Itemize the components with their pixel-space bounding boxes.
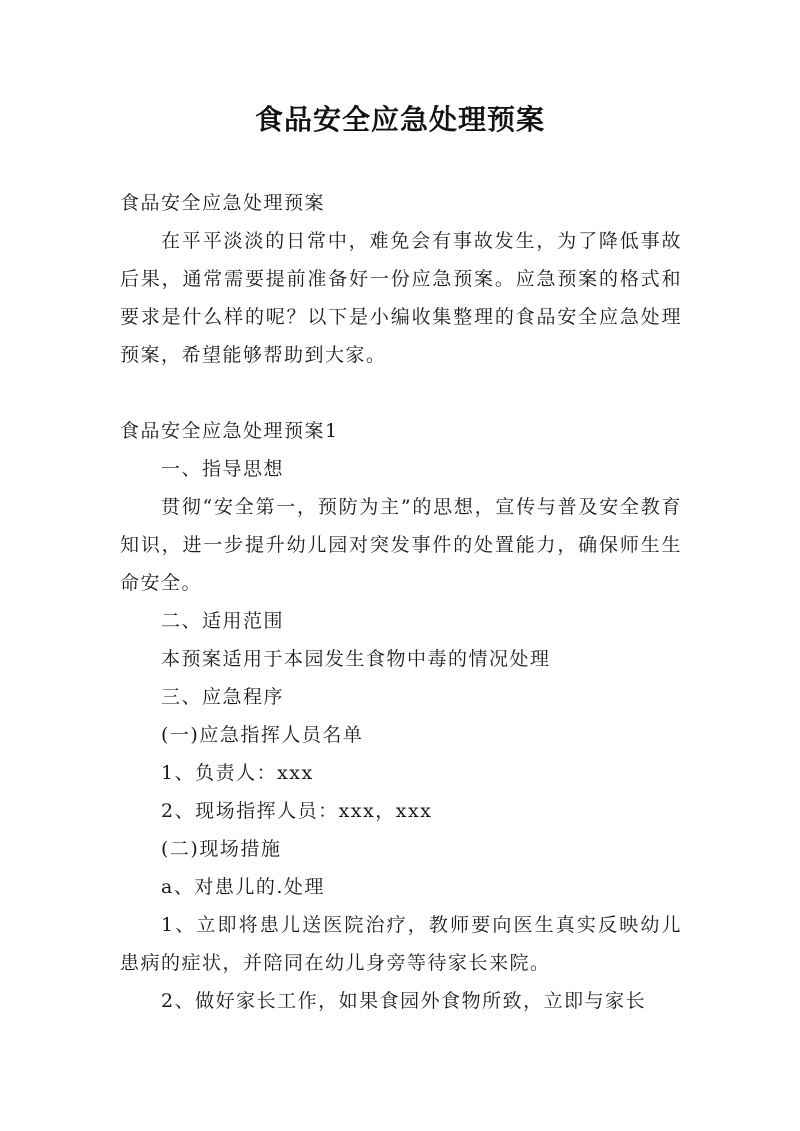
subheading-onsite-measures: (二)现场措施 xyxy=(161,838,282,860)
subheading-child-handling: a、对患儿的.处理 xyxy=(161,876,325,898)
document-body xyxy=(120,184,682,1020)
list-item-parents: 2、做好家长工作，如果食园外食物所致，立即与家长 xyxy=(161,990,647,1012)
heading-scope: 二、适用范围 xyxy=(161,610,285,632)
paragraph-guiding-principle: 贯彻“安全第一，预防为主”的思想，宣传与普及安全教育知识，进一步提升幼儿园对突发事件的处置能力，确保师生生命安全。 xyxy=(120,496,682,594)
document-title: 食品安全应急处理预案 xyxy=(254,103,545,136)
heading-emergency-procedure: 三、应急程序 xyxy=(161,686,285,708)
list-item-responsible-person: 1、负责人：xxx xyxy=(161,762,314,784)
intro-paragraph: 在平平淡淡的日常中，难免会有事故发生，为了降低事故后果，通常需要提前准备好一份应急预案。应急预案的格式和要求是什么样的呢？以下是小编收集整理的食品安全应急处理预案，希望能够帮助到大家。 xyxy=(120,230,682,366)
paragraph-scope: 本预案适用于本园发生食物中毒的情况处理 xyxy=(161,648,551,670)
heading-guiding-principle: 一、指导思想 xyxy=(161,458,285,480)
list-item-hospital: 1、立即将患儿送医院治疗，教师要向医生真实反映幼儿患病的症状，并陪同在幼儿身旁等待家长来院。 xyxy=(120,914,682,974)
section-heading: 食品安全应急处理预案1 xyxy=(120,420,339,442)
subheading-command-staff: (一)应急指挥人员名单 xyxy=(161,724,364,746)
intro-heading: 食品安全应急处理预案 xyxy=(120,192,326,214)
list-item-onsite-commanders: 2、现场指挥人员：xxx，xxx xyxy=(161,800,433,822)
